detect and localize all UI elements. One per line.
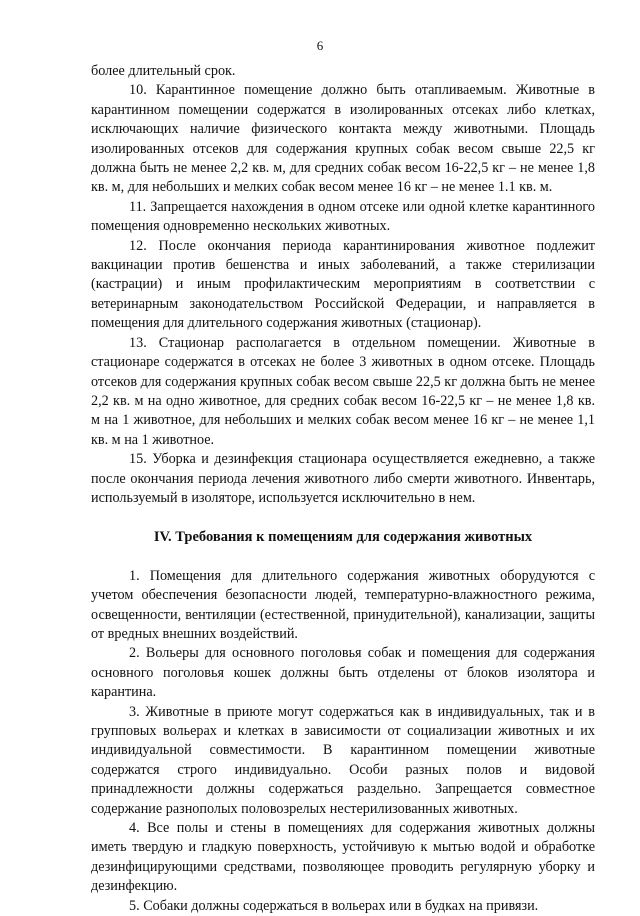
section-heading: IV. Требования к помещениям для содержания животных	[153, 529, 533, 546]
paragraph-13: 13. Стационар располагается в отдельном помещении. Животные в стационаре содержатся в отсеках не более 3 животных в одном отсеке. Площадь отсеков для содержания крупных собак весом свыше 22,5 кг должна быть не менее 2,2 кв. м на одно животное, для средних собак весом 16-22,5 кг – не менее 1,8 кв. м на 1 животное, для небольших и мелких собак весом менее 16 кг – не менее 1,1 кв. м на 1 животное.	[91, 334, 595, 448]
paragraph-11: 11. Запрещается нахождения в одном отсеке или одной клетке карантинного помещения одновременно нескольких животных.	[91, 198, 595, 235]
paragraph-iv-1: 1. Помещения для длительного содержания животных оборудуются с учетом обеспечения безопасности людей, температурно-влажностного режима, освещенности, вентиляции (естественной, принудительной), канализации, защиты от вредных внешних воздействий.	[91, 567, 595, 642]
paragraph-continuation: более длительный срок.	[91, 63, 236, 79]
page-number: 6	[316, 38, 324, 53]
paragraph-iv-2: 2. Вольеры для основного поголовья собак и помещения для содержания основного поголовья кошек должны быть отделены от блоков изолятора и карантина.	[91, 645, 595, 701]
paragraph-iv-5: 5. Собаки должны содержаться в вольерах или в будках на привязи.	[129, 897, 539, 914]
paragraph-iv-3: 3. Животные в приюте могут содержаться как в индивидуальных, так и в групповых вольерах и клетках в зависимости от социализации животных и их индивидуальной совместимости. В карантинном помещении животные содержатся строго индивидуально. Особи разных полов и видовой принадлежности должны содержаться раздельно. Запрещается совместное содержание разнополых половозрелых нестерилизованных животных.	[91, 703, 595, 817]
paragraph-10: 10. Карантинное помещение должно быть отапливаемым. Животные в карантинном помещении содержатся в изолированных отсеках либо клетках, исключающих наличие физического контакта между животными. Площадь изолированных отсеков для содержания крупных собак весом свыше 22,5 кг должна быть не менее 2,2 кв. м, для средних собак весом 16-22,5 кг – не менее 1,8 кв. м, для небольших и мелких собак весом менее 16 кг – не менее 1.1 кв. м.	[91, 82, 595, 196]
paragraph-15: 15. Уборка и дезинфекция стационара осуществляется ежедневно, а также после окончания периода лечения животного либо смерти животного. Инвентарь, используемый в изоляторе, используется исключительно в нем.	[91, 451, 595, 506]
document-body	[91, 62, 595, 916]
paragraph-12: 12. После окончания периода карантинирования животное подлежит вакцинации против бешенства и иных заболеваний, а также стерилизации (кастрации) и иным профилактическим мероприятиям в соответствии с ветеринарным законодательством Российской Федерации, и направляется в помещения для длительного содержания животных (стационар).	[91, 237, 595, 332]
paragraph-iv-4: 4. Все полы и стены в помещениях для содержания животных должны иметь твердую и гладкую поверхность, устойчивую к мытью водой и обработке дезинфицирующими средствами, позволяющее проводить регулярную уборку и дезинфекцию.	[91, 820, 595, 895]
